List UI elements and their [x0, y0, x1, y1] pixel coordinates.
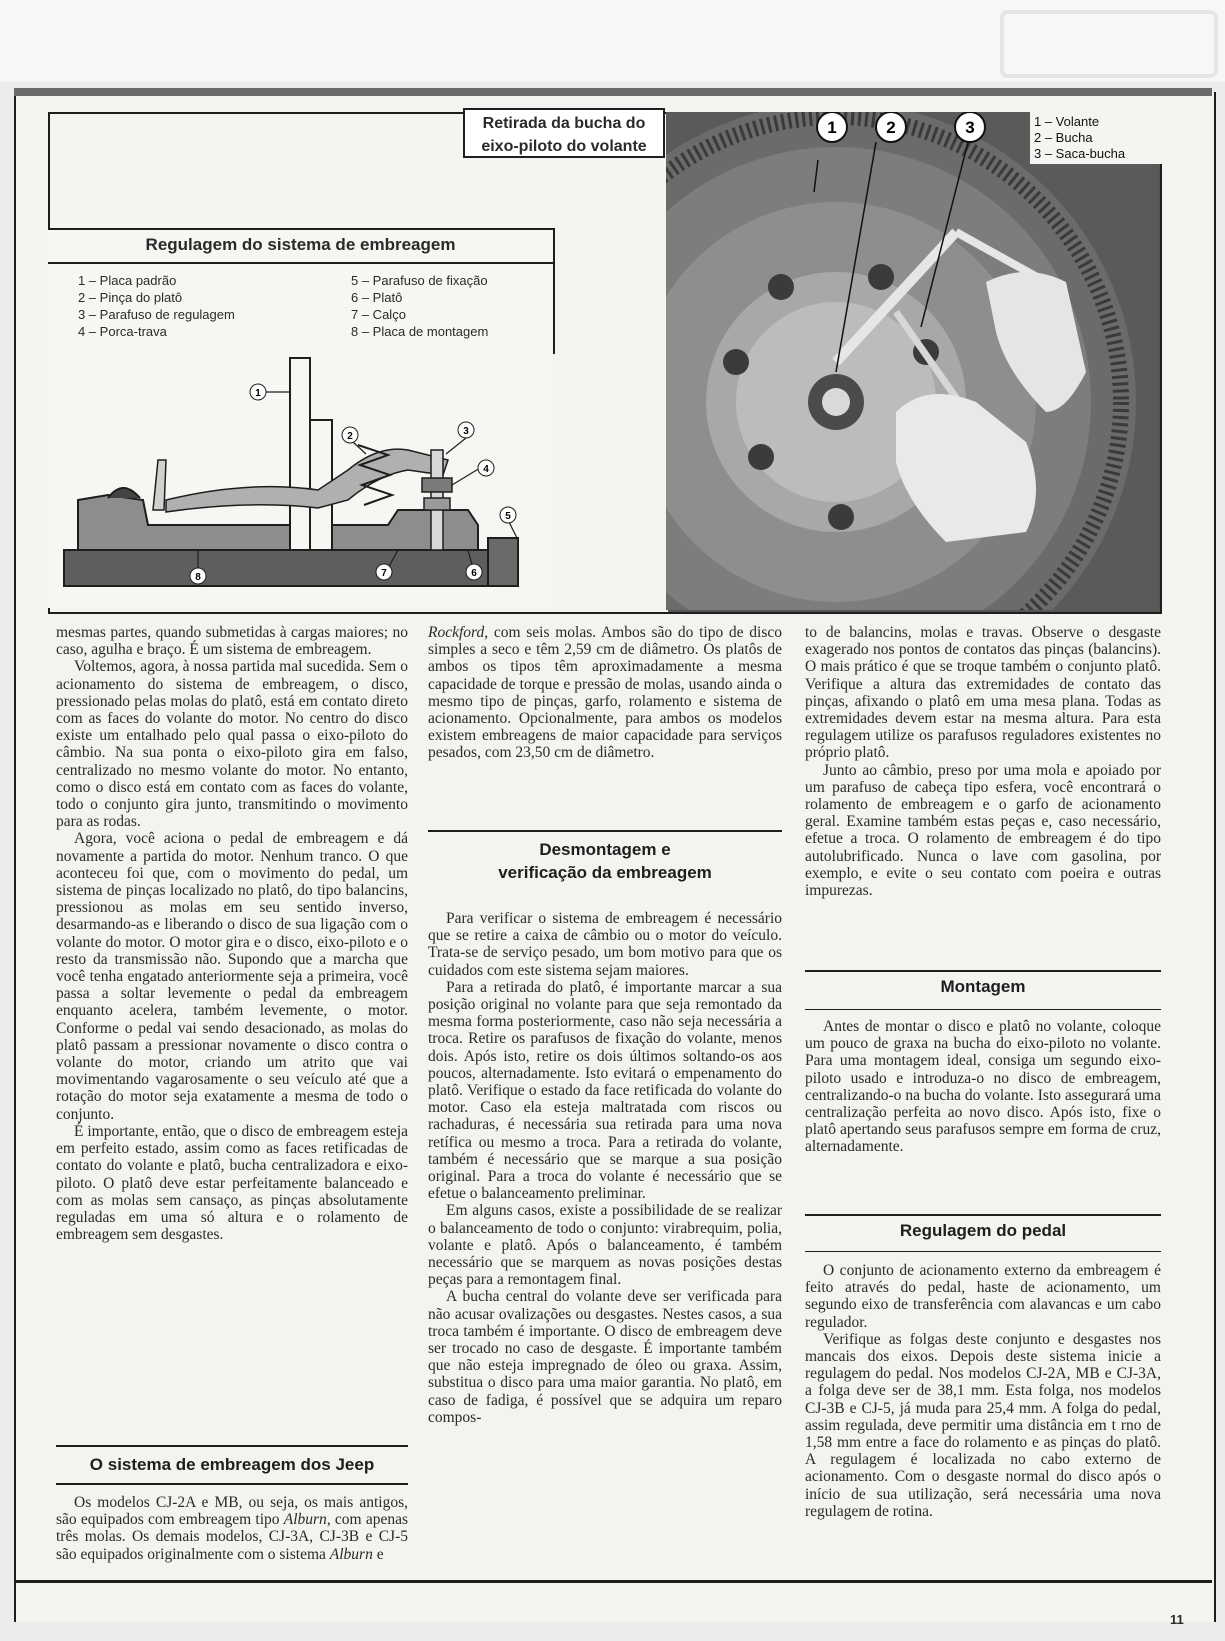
page-top-margin	[0, 0, 1225, 85]
diagram-legend-item: 2 – Pinça do platô	[78, 290, 183, 305]
text-column-2-continued	[428, 910, 782, 1426]
paragraph: O conjunto de acionamento externo da embreagem é feito através do pedal, haste de acionamento, um segundo eixo de transferência com alavancas e um cabo regulador.	[805, 1262, 1161, 1331]
fixing-bolt-head	[488, 538, 518, 586]
section-heading-desmontagem	[428, 830, 782, 900]
paragraph: mesmas partes, quando submetidas à cargas maiores; no caso, agulha e braço. É um sistema de embreagem.	[56, 624, 408, 659]
photo-legend-item: 2 – Bucha	[1034, 130, 1093, 145]
clutch-adjustment-drawing	[48, 350, 553, 608]
photo-legend-item: 1 – Volante	[1034, 114, 1100, 129]
heading-line: Desmontagem e	[539, 840, 671, 859]
diagram-legend-item: 6 – Platô	[351, 290, 403, 305]
diagram-legend-item: 3 – Parafuso de regulagem	[78, 307, 235, 322]
callout-6: 6	[471, 568, 477, 579]
photo-callouts	[817, 112, 985, 142]
diagram-legend-item: 4 – Porca-trava	[78, 324, 167, 339]
bottom-rule	[14, 1580, 1212, 1583]
callout-3: 3	[463, 426, 469, 437]
paragraph: Os modelos CJ-2A e MB, ou seja, os mais antigos, são equipados com embreagem tipo Alburn, com apenas três molas. Os demais modelos, CJ-3A, CJ-3B e CJ-5 são equipados originalmente com o sistema Alburn e	[56, 1494, 408, 1563]
paragraph: A bucha central do volante deve ser verificada para não acusar ovalizações ou desgastes. Nestes casos, a sua troca também é importante. O disco de embreagem deve ser trocado no caso de desgaste. É importante também que não esteja impregnado de óleo ou graxa. Assim, substitua o disco para uma maior garantia. No platô, em caso de fadiga, é possível que se adquira um reparo compos-	[428, 1288, 782, 1426]
section-heading-jeep: O sistema de embreagem dos Jeep	[56, 1445, 408, 1485]
paragraph: to de balancins, molas e travas. Observe o desgaste exagerado nos pontos de contatos das pinças (balancins). O mais prático é que se troque também o conjunto platô. Verifique a altura das extremidades de contato das pinças, afixando o platô em uma mesa plana. Todas as extremidades devem estar na mesma altura. Para esta regulagem utilize os parafusos reguladores existentes no próprio platô.	[805, 624, 1161, 762]
photo-caption-line-1: Retirada da bucha do	[482, 115, 646, 132]
mounting-plate	[64, 550, 494, 586]
photo-caption	[463, 108, 665, 158]
paragraph: Para verificar o sistema de embreagem é necessário que se retire a caixa de câmbio ou o motor do veículo. Trata-se de serviço pesado, um bom motivo para que os cuidados com este sistema sejam maiores.	[428, 910, 782, 979]
diagram-legend-item: 1 – Placa padrão	[78, 273, 177, 288]
paragraph: Antes de montar o disco e platô no volante, coloque um pouco de graxa na bucha do eixo-piloto no volante. Para uma montagem ideal, consiga um segundo eixo-piloto usado e introduza-o no disco de embreagem, centralizando-o na bucha do volante. Isto assegurará uma centralização perfeita ao novo disco. Após isto, fixe o platô apertando seus parafusos sempre em forma de cruz, alternadamente.	[805, 1018, 1161, 1156]
photo-legend-item: 3 – Saca-bucha	[1034, 146, 1126, 161]
heading-line: verificação da embreagem	[498, 863, 712, 882]
page-number: 11	[1170, 1612, 1184, 1627]
top-rule	[14, 88, 1212, 96]
section-heading-pedal: Regulagem do pedal	[805, 1214, 1161, 1252]
diagram-legend-item: 7 – Calço	[351, 307, 406, 322]
text-column-1-continued	[56, 1494, 408, 1563]
text-column-3-montagem	[805, 1018, 1161, 1156]
callout-8: 8	[195, 572, 201, 583]
standard-plate	[290, 358, 310, 550]
flywheel-photo	[666, 112, 1158, 610]
paragraph: Para a retirada do platô, é importante marcar a sua posição original no volante para que seja remontado da mesma forma posteriormente, caso não seja necessária a troca. Retire os parafusos de fixação do volante, menos dois. Após isto, retire os dois últimos soltando-os aos poucos, alternadamente. Isto evitará o empenamento do platô. Verifique o estado da face retificada do volante do motor. Caso ela esteja maltratada com riscos ou rachaduras, é necessária sua retirada para uma nova retífica ou mesmo a troca. Para a retirada do volante, também é necessário que se marque a sua posição original. Para a troca do volante é necessário que se efetue o balanceamento preliminar.	[428, 978, 782, 1203]
diagram-legend-item: 5 – Parafuso de fixação	[351, 273, 488, 288]
section-heading-montagem: Montagem	[805, 970, 1161, 1010]
paragraph: Em alguns casos, existe a possibilidade de se realizar o balanceamento de todo o conjunto: virabrequim, polia, volante e platô. Após o balanceamento, é também necessário que se marquem as novas posições destas peças para a remontagem final.	[428, 1202, 782, 1289]
paragraph: Rockford, com seis molas. Ambos são do tipo de disco simples a seco e têm 2,59 cm de diâmetro. Os platôs de ambos os tipos têm aproximadamente a mesma capacidade de torque e pressão de molas, usando ainda o mesmo tipo de pinças, garfo, rolamento e sistema de acionamento. Opcionalmente, para ambos os modelos existem embreagens de maior capacidade para serviços pesados, com 23,50 cm de diâmetro.	[428, 624, 782, 762]
callout-4: 4	[483, 464, 489, 475]
callout-1: 1	[255, 388, 261, 399]
callout-2: 2	[347, 431, 353, 442]
photo-callout-2: 2	[886, 118, 896, 137]
text-column-2	[428, 624, 782, 762]
paragraph: Verifique as folgas deste conjunto e desgastes nos mancais dos eixos. Depois deste sistema inicie a regulagem do pedal. Nos modelos CJ-2A, MB e CJ-3A, a folga deve ser de 38,1 mm. Esta folga, nos modelos CJ-3B e CJ-5, já muda para 25,4 mm. A folga do pedal, assim regulada, deve permitir uma distância em t rno de 1,58 mm entre a face do rolamento e as pinças do platô. A regulagem é localizada no cabo externo de acionamento. Com o desgaste normal do disco após o início de sua utilização, será necessária uma nova regulagem de rotina.	[805, 1330, 1161, 1520]
diagram-legend-item: 8 – Placa de montagem	[351, 324, 489, 339]
paragraph: É importante, então, que o disco de embreagem esteja em perfeito estado, assim como as faces retificadas de contato do volante e platô, bucha centralizadora e eixo-piloto. O platô deve estar perfeitamente balanceado e com as molas sem cansaço, as pinças absolutamente reguladas em uma só altura e o rolamento de embreagem sem desgastes.	[56, 1122, 408, 1244]
photo-legend	[1030, 112, 1168, 164]
callout-5: 5	[505, 511, 511, 522]
photo-callout-1: 1	[827, 118, 837, 137]
text-column-1	[56, 624, 408, 1243]
diagram-legend-left	[78, 272, 318, 340]
diagram-title: Regulagem do sistema de embreagem	[48, 230, 553, 264]
diagram-legend-box	[48, 228, 555, 354]
diagram-legend-right	[351, 272, 591, 340]
paragraph: Voltemos, agora, à nossa partida mal sucedida. Sem o acionamento do sistema de embreagem, o disco, pressionado pelas molas do platô, está em contato direto com as faces do volante do motor. No centro do disco existe um entalhado pelo qual passa o eixo-piloto do câmbio. Na sua ponta o eixo-piloto gira em falso, centralizado no mesmo volante do motor. No entanto, como o disco está em contato com as faces do volante, todo o conjunto gira junto, transmitindo o movimento para as rodas.	[56, 658, 408, 831]
text-column-3-pedal	[805, 1262, 1161, 1520]
paragraph: Agora, você aciona o pedal de embreagem e dá novamente a partida do motor. Nenhum tranco. O que aconteceu foi que, com o movimento do pedal, um sistema de pinças localizado no platô, do tipo balancins, pressionou as molas em seu sentido inverso, desarmando-as e liberando o disco de sua ligação com o volante do motor. O motor gira e o disco, eixo-piloto e o resto da transmissão não. Supondo que a marcha que você tenha engatado anteriormente seja a primeira, você passa a soltar levemente o pedal da embreagem enquanto acelera, também levemente, o motor. Conforme o pedal vai sendo desacionado, as molas do platô passam a pressionar novamente o disco contra o volante do motor, criando um atrito que vai movimentando vagarosamente o seu veículo até que a rotação do motor seja exatamente a mesma de todo o conjunto.	[56, 830, 408, 1123]
paragraph: Junto ao câmbio, preso por uma mola e apoiado por um parafuso de cabeça tipo esfera, você encontrará o rolamento de embreagem e o garfo de acionamento geral. Examine também estas peças e, caso necessário, efetue a troca. O rolamento de embreagem é do tipo autolubrificado. Nunca o lave com gasolina, por exemplo, e evite o seu contato com poeira e outras impurezas.	[805, 761, 1161, 900]
lock-nut	[422, 478, 452, 492]
callout-7: 7	[381, 568, 387, 579]
photo-callout-3: 3	[965, 118, 975, 137]
shim	[424, 498, 450, 510]
text-column-3	[805, 624, 1161, 899]
bleed-through-logo	[1000, 10, 1218, 78]
photo-caption-line-2: eixo-piloto do volante	[481, 138, 647, 155]
